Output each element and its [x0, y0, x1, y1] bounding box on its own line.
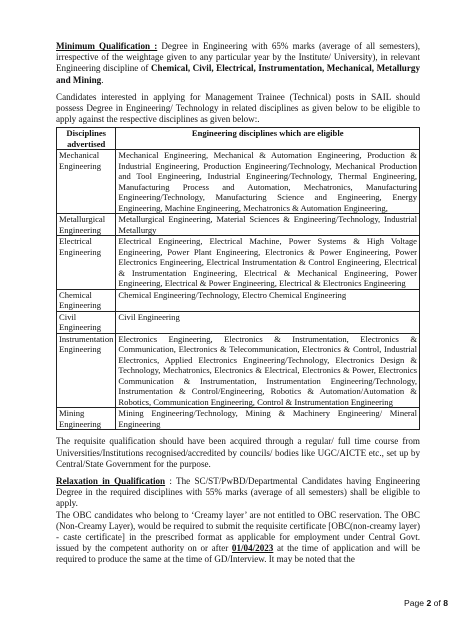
eligible-cell: Electrical Engineering, Electrical Machine, Power Systems & High Voltage Engineering, Power Plant Engineering, Electronics & Power Engineering, Power Electronics Engineering, Electrical Instrumentation & Control Engineering, Electrical & Instrumentation Engineering, Electrical & Mechanical Engineering, Power Engineering, Electrical & Power Engineering, Electrical & Electronics Engineering: [116, 236, 420, 290]
discipline-cell: Mechanical Engineering: [57, 150, 116, 214]
discipline-cell: Metallurgical Engineering: [57, 214, 116, 236]
minimum-qualification-paragraph: Minimum Qualification : Degree in Engineering with 65% marks (average of all semesters), irrespective of the weightage given to any particular year by the Institute/ University), in relevant Engineering discipline of Chemical, Civil, Electrical, Instrumentation, Mechanical, Metallurgy and Mining.: [56, 41, 420, 85]
header-disciplines-advertised: Disciplines advertised: [57, 128, 116, 150]
page-number: Page 2 of 8: [404, 598, 448, 608]
minimum-qualification-label: Minimum Qualification :: [56, 41, 158, 51]
table-row: [57, 150, 420, 214]
document-page: [56, 41, 420, 566]
requisite-paragraph: The requisite qualification should have been acquired through a regular/ full time course from Universities/Institutions recognised/accredited by councils/ bodies like UGC/AICTE etc., set up by Central/State Government for the purpose.: [56, 436, 420, 469]
eligible-cell: Mining Engineering/Technology, Mining & Machinery Engineering/ Mineral Engineering: [116, 408, 420, 430]
obc-paragraph: The OBC candidates who belong to ‘Creamy layer’ are not entitled to OBC reservation. The OBC (Non-Creamy Layer), would be required to submit the requisite certificate [OBC(non-creamy layer) - caste certificate] in the prescribed format as applicable for employment under Central Govt. issued by the competent authority on or after 01/04/2023 at the time of application and will be required to produce the same at the time of GD/Interview. It may be noted that the: [56, 509, 420, 565]
table-row: [57, 408, 420, 430]
intro-paragraph: Candidates interested in applying for Management Trainee (Technical) posts in SAIL should possess Degree in Engineering/ Technology in related disciplines as given below to be eligible to apply against the respective disciplines as given below:.: [56, 91, 420, 125]
eligible-cell: Mechanical Engineering, Mechanical & Automation Engineering, Production & Industrial Engineering, Production Engineering/Technology, Mechanical Production and Tool Engineering, Industrial Engineering/Technology, Thermal Engineering, Manufacturing Process and Automation, Mechatronics, Manufacturing Engineering/Technology, Manufacturing Science and Engineering, Energy Engineering, Machine Engineering, Mechatronics & Automation Engineering,: [116, 150, 420, 214]
disciplines-table: [56, 127, 420, 430]
eligible-cell: Metallurgical Engineering, Material Sciences & Engineering/Technology, Industrial Metallurgy: [116, 214, 420, 236]
eligible-cell: Chemical Engineering/Technology, Electro Chemical Engineering: [116, 289, 420, 311]
qualification-disciplines: Chemical, Civil, Electrical, Instrumentation, Mechanical, Metallurgy and Mining: [56, 63, 420, 85]
table-row: [57, 236, 420, 290]
relaxation-label: Relaxation in Qualification: [56, 476, 166, 487]
discipline-cell: Mining Engineering: [57, 408, 116, 430]
table-row: [57, 214, 420, 236]
discipline-cell: Electrical Engineering: [57, 236, 116, 290]
relaxation-paragraph: Relaxation in Qualification : The SC/ST/PwBD/Departmental Candidates having Engineering Degree in the required disciplines with 55% marks (average of all semesters) shall be eligible to apply.: [56, 476, 420, 509]
discipline-cell: Chemical Engineering: [57, 289, 116, 311]
discipline-cell: Instrumentation Engineering: [57, 333, 116, 408]
eligible-cell: Civil Engineering: [116, 311, 420, 333]
table-row: [57, 289, 420, 311]
header-eligible-disciplines: Engineering disciplines which are eligible: [116, 128, 420, 150]
table-header-row: [57, 128, 420, 150]
eligible-cell: Electronics Engineering, Electronics & Instrumentation, Electronics & Communication, Electronics & Telecommunication, Electronics & Control, Industrial Electronics, Applied Electronics Engineering/Technology, Electronics Design & Technology, Mechatronics, Electronics & Electrical, Electronics & Power, Electronics Communication & Instrumentation, Instrumentation Engineering/Technology, Instrumentation & Control/Engineering, Robotics & Automation/Automation & Robotics, Communication Engineering, Control & Instrumentation Engineering: [116, 333, 420, 408]
discipline-cell: Civil Engineering: [57, 311, 116, 333]
table-row: [57, 333, 420, 408]
table-row: [57, 311, 420, 333]
obc-date: 01/04/2023: [231, 543, 274, 554]
